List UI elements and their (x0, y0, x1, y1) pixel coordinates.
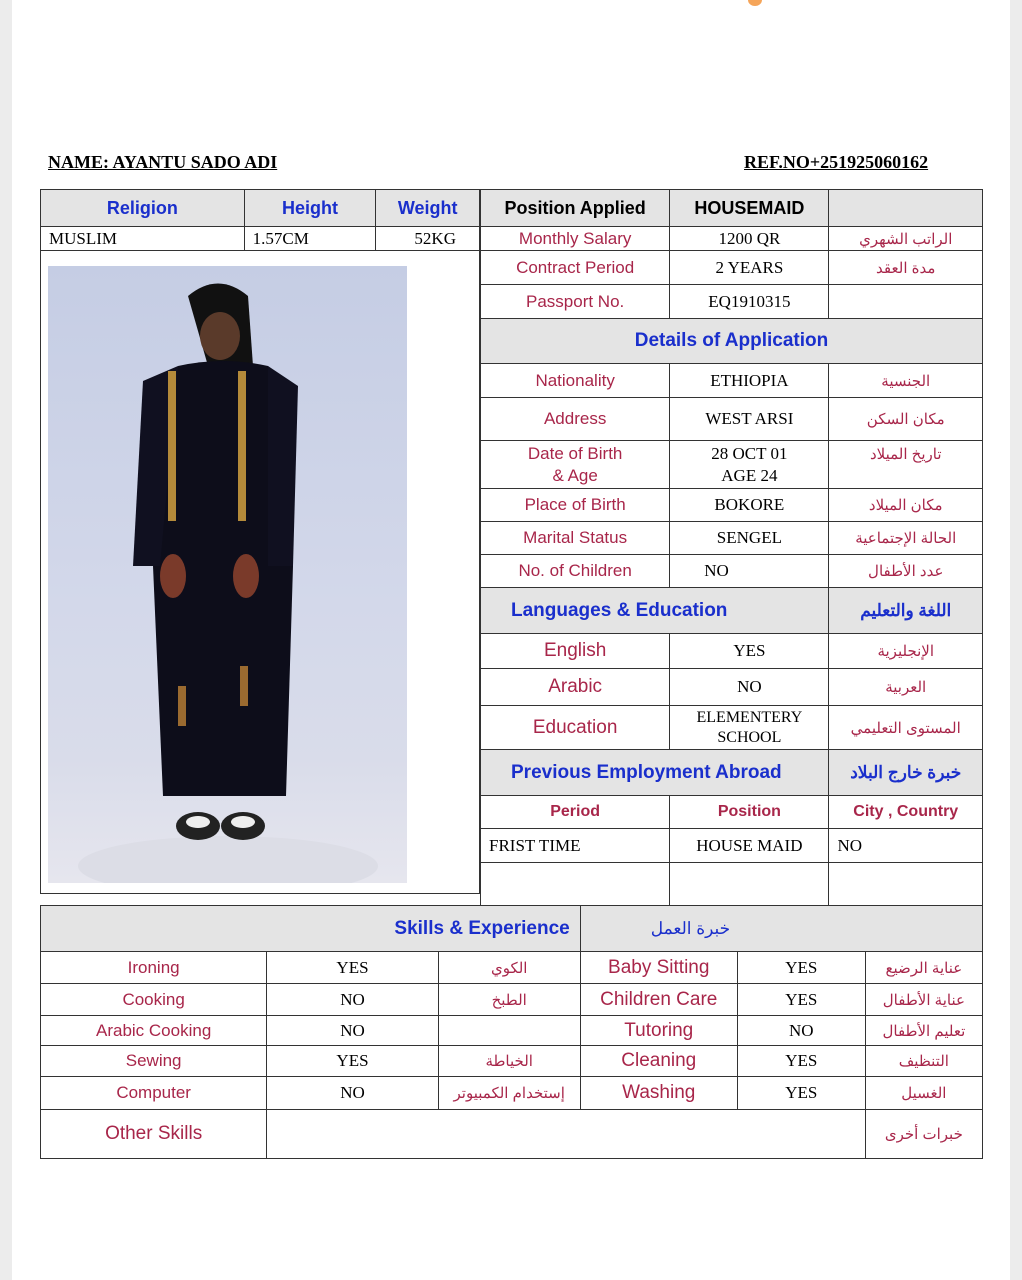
period-header: Period (481, 796, 670, 829)
skill-cleaning: Cleaning (580, 1046, 737, 1077)
skill-cleaning-value: YES (737, 1046, 865, 1077)
contract-label: Contract Period (481, 251, 670, 285)
skill-computer-value: NO (267, 1077, 438, 1110)
skill-ironing-value: YES (267, 952, 438, 984)
marital-value: SENGEL (670, 522, 829, 555)
education-value (670, 706, 829, 750)
education-ar: المستوى التعليمي (829, 706, 983, 750)
arabic-label: Arabic (481, 669, 670, 706)
children-ar: عدد الأطفال (829, 555, 983, 588)
dob-value (670, 441, 829, 489)
contract-ar: مدة العقد (829, 251, 983, 285)
nationality-label: Nationality (481, 364, 670, 398)
weight-value: 52KG (376, 227, 480, 251)
children-value: NO (670, 555, 829, 588)
education-value-line1: ELEMENTERY (696, 708, 803, 726)
nationality-value: ETHIOPIA (670, 364, 829, 398)
skill-cooking: Cooking (41, 984, 267, 1016)
languages-title: Languages & Education (481, 588, 829, 634)
skill-sewing: Sewing (41, 1046, 267, 1077)
city-header: City , Country (829, 796, 983, 829)
employment-title-ar: خبرة خارج البلاد (829, 750, 983, 796)
education-value-line2: SCHOOL (717, 728, 782, 746)
dob-label-line1: Date of Birth (527, 443, 623, 463)
skill-ironing-ar: الكوي (438, 952, 580, 984)
period-value: FRIST TIME (481, 829, 670, 863)
english-label: English (481, 634, 670, 669)
skill-sewing-value: YES (267, 1046, 438, 1077)
languages-title-ar: اللغة والتعليم (829, 588, 983, 634)
other-skills-label: Other Skills (41, 1110, 267, 1159)
skill-childrencare-value: YES (737, 984, 865, 1016)
birthplace-ar: مكان الميلاد (829, 489, 983, 522)
skills-title: Skills & Experience (41, 906, 581, 952)
dob-value-line1: 28 OCT 01 (711, 443, 788, 463)
skill-childrencare-ar: عناية الأطفال (865, 984, 982, 1016)
candidate-photo (48, 266, 407, 883)
weight-label: Weight (376, 190, 480, 227)
skill-babysitting-ar: عناية الرضيع (865, 952, 982, 984)
skill-arabic-cooking: Arabic Cooking (41, 1016, 267, 1046)
arabic-ar: العربية (829, 669, 983, 706)
skill-sewing-ar: الخياطة (438, 1046, 580, 1077)
education-label: Education (481, 706, 670, 750)
person-illustration (48, 266, 407, 883)
salary-value: 1200 QR (670, 227, 829, 251)
skill-babysitting: Baby Sitting (580, 952, 737, 984)
skill-babysitting-value: YES (737, 952, 865, 984)
skill-arabic-cooking-ar (438, 1016, 580, 1046)
english-value: YES (670, 634, 829, 669)
position-value: HOUSEMAID (670, 190, 829, 227)
dob-value-line2: AGE 24 (721, 465, 778, 485)
skill-tutoring-ar: تعليم الأطفال (865, 1016, 982, 1046)
skill-tutoring: Tutoring (580, 1016, 737, 1046)
position-header: Position (670, 796, 829, 829)
arabic-value: NO (670, 669, 829, 706)
reference-number: REF.NO+251925060162 (744, 152, 929, 172)
skill-arabic-cooking-value: NO (267, 1016, 438, 1046)
children-label: No. of Children (481, 555, 670, 588)
position-label: Position Applied (481, 190, 670, 227)
details-title: Details of Application (481, 319, 983, 364)
english-ar: الإنجليزية (829, 634, 983, 669)
marital-ar: الحالة الإجتماعية (829, 522, 983, 555)
dob-ar: تاريخ الميلاد (829, 441, 983, 489)
dob-label (481, 441, 670, 489)
skill-washing: Washing (580, 1077, 737, 1110)
address-value: WEST ARSI (670, 398, 829, 441)
other-skills-value (267, 1110, 865, 1159)
salary-ar: الراتب الشهري (829, 227, 983, 251)
passport-value: EQ1910315 (670, 285, 829, 319)
height-value: 1.57CM (244, 227, 376, 251)
employment-title: Previous Employment Abroad (481, 750, 829, 796)
marital-label: Marital Status (481, 522, 670, 555)
skill-ironing: Ironing (41, 952, 267, 984)
skill-cooking-value: NO (267, 984, 438, 1016)
employment-position-value: HOUSE MAID (670, 829, 829, 863)
skill-cooking-ar: الطبخ (438, 984, 580, 1016)
skill-tutoring-value: NO (737, 1016, 865, 1046)
skill-childrencare: Children Care (580, 984, 737, 1016)
passport-label: Passport No. (481, 285, 670, 319)
candidate-name: NAME: AYANTU SADO ADI (48, 152, 278, 172)
skills-title-ar (580, 906, 982, 952)
contract-value: 2 YEARS (670, 251, 829, 285)
skill-washing-ar: الغسيل (865, 1077, 982, 1110)
religion-value: MUSLIM (41, 227, 245, 251)
passport-ar (829, 285, 983, 319)
birthplace-label: Place of Birth (481, 489, 670, 522)
address-label: Address (481, 398, 670, 441)
skill-cleaning-ar: التنظيف (865, 1046, 982, 1077)
height-label: Height (244, 190, 376, 227)
birthplace-value: BOKORE (670, 489, 829, 522)
religion-label: Religion (41, 190, 245, 227)
skill-computer: Computer (41, 1077, 267, 1110)
city-value: NO (829, 829, 983, 863)
skill-washing-value: YES (737, 1077, 865, 1110)
application-table (480, 189, 983, 907)
dob-label-line2: & Age (552, 465, 598, 485)
skill-computer-ar: إستخدام الكمبيوتر (438, 1077, 580, 1110)
skills-title-ar-text: خبرة العمل (650, 918, 731, 938)
other-skills-ar: خبرات أخرى (865, 1110, 982, 1159)
salary-label: Monthly Salary (481, 227, 670, 251)
nationality-ar: الجنسية (829, 364, 983, 398)
address-ar: مكان السكن (829, 398, 983, 441)
skills-table (40, 905, 983, 1159)
